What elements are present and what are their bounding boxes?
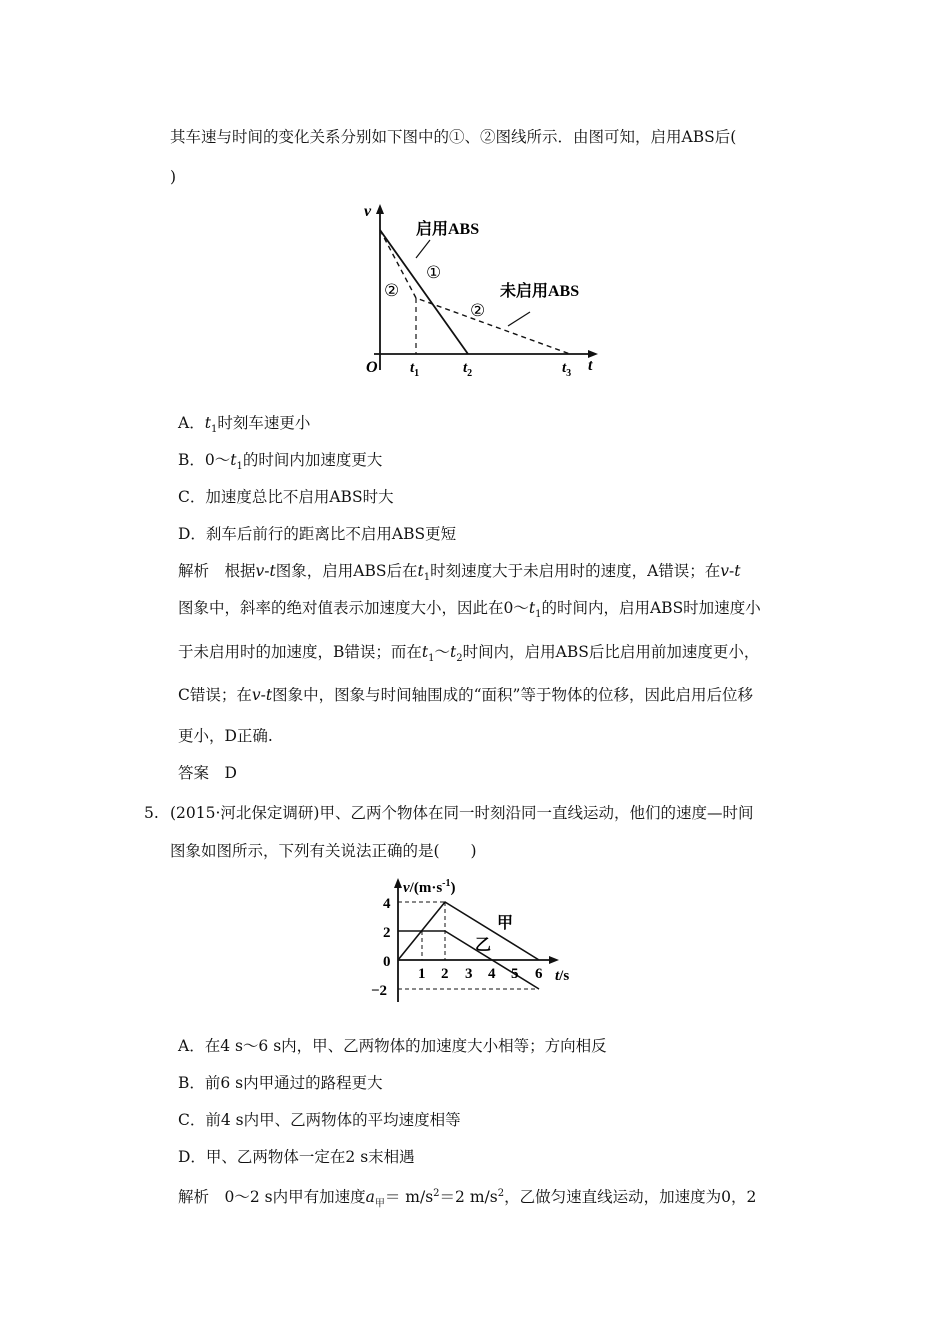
intro-line-1: 其车速与时间的变化关系分别如下图中的①、②图线所示．由图可知，启用ABS后(	[170, 128, 737, 146]
origin-label: O	[366, 359, 378, 376]
q4-option-c: C．加速度总比不启用ABS时大	[178, 488, 394, 506]
q4-analysis-line-5: 更小，D正确.	[178, 727, 273, 745]
axis-v-label: v	[364, 203, 372, 220]
q4-option-b: B．$0\sim t_1$的时间内加速度更大	[178, 451, 383, 473]
y-axis-arrow	[394, 878, 402, 888]
y-axis-title: $v/(m\cdot s^{-1})$	[403, 878, 456, 896]
q5-option-c: C．前4 s内甲、乙两物体的平均速度相等	[178, 1111, 461, 1129]
q4-answer: 答案 D	[178, 764, 237, 782]
t1-label: $t_1$	[410, 360, 420, 379]
t2-label: $t_2$	[463, 360, 473, 379]
label-no-abs: 未启用ABS	[500, 283, 580, 300]
mark-1: ①	[426, 263, 442, 282]
x-tick-6: 6	[535, 966, 543, 982]
q5-stem-line-1: (2015·河北保定调研)甲、乙两个物体在同一时刻沿同一直线运动，他们的速度—时间	[170, 804, 754, 822]
q4-analysis-line-3: 于未启用时的加速度，B错误；而在$t_1\sim t_2$时间内，启用ABS后比启用前加速度更小，	[178, 643, 760, 665]
y-tick-0: 0	[383, 954, 391, 970]
t3-label: $t_3$	[562, 360, 572, 379]
q4-option-a: A．$t_1$时刻车速更小	[178, 414, 311, 436]
x-tick-2: 2	[441, 966, 449, 982]
q5-option-d: D．甲、乙两物体一定在2 s末相遇	[178, 1148, 415, 1166]
q5-option-b: B．前6 s内甲通过的路程更大	[178, 1074, 383, 1092]
v-axis-arrow	[376, 204, 384, 214]
x-tick-1: 1	[418, 966, 426, 982]
mark-2b: ②	[470, 301, 486, 320]
q4-analysis-line-4: C错误；在v-t图象中，图象与时间轴围成的“面积”等于物体的位移，因此启用后位移	[178, 686, 753, 704]
axis-t-label: t	[588, 357, 593, 374]
x-tick-5: 5	[511, 966, 519, 982]
y-tick-4: 4	[383, 896, 391, 912]
x-axis-arrow	[549, 956, 559, 964]
label-abs: 启用ABS	[416, 221, 480, 238]
q4-analysis-line-1: 解析 根据v-t图象，启用ABS后在$t_1$时刻速度大于未启用时的速度，A错误；在v-t	[178, 562, 741, 584]
mark-2a: ②	[384, 281, 400, 300]
q5-analysis-line-1: 解析 0～2 s内甲有加速度$a_甲= m/s^2=2$ $m/s^2$，乙做匀速直线运动，加速度为0，2	[178, 1188, 757, 1210]
y-tick-neg2: −2	[371, 983, 388, 999]
q5-option-a: A．在4 s～6 s内，甲、乙两物体的加速度大小相等；方向相反	[178, 1037, 607, 1055]
x-tick-4: 4	[488, 966, 496, 982]
label-jia: 甲	[497, 915, 514, 932]
x-tick-3: 3	[465, 966, 473, 982]
intro-line-2: )	[170, 168, 177, 186]
q4-analysis-line-2: 图象中，斜率的绝对值表示加速度大小，因此在$0\sim t_1$的时间内，启用ABS时加速度小	[178, 599, 761, 621]
q4-option-d: D．刹车后前行的距离比不启用ABS更短	[178, 525, 457, 543]
label-yi: 乙	[475, 937, 492, 954]
q5-stem-line-2: 图象如图所示，下列有关说法正确的是( )	[170, 842, 477, 860]
q5-number: 5.	[144, 804, 159, 822]
y-tick-2: 2	[383, 925, 391, 941]
figure-abs-vt-graph	[330, 200, 620, 380]
x-axis-title: t/s	[555, 968, 570, 984]
leader-abs	[416, 240, 430, 258]
figure-jia-yi-vt-graph	[365, 872, 595, 1007]
leader-no-abs	[508, 312, 530, 326]
